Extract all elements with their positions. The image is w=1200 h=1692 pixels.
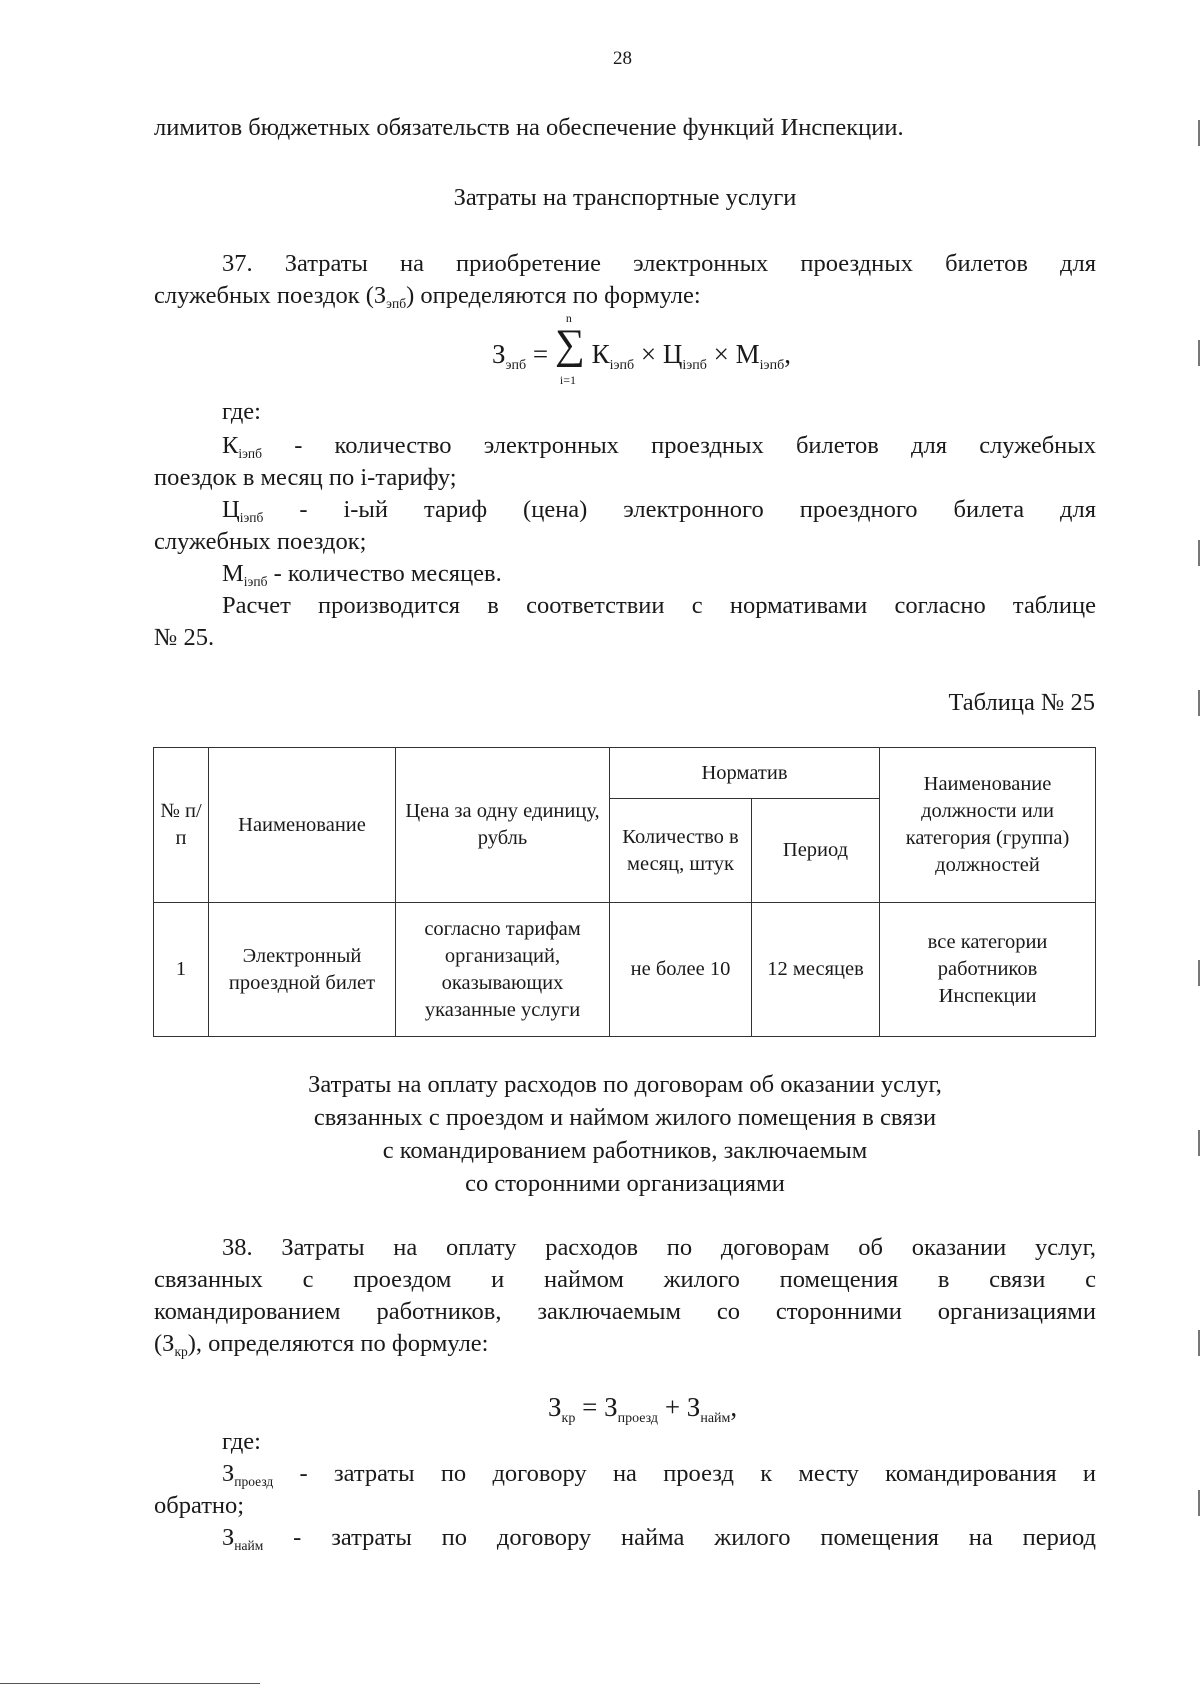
cell-name: Электронный проездной билет xyxy=(209,903,396,1037)
p38-line3: командированием работников, заключаемым со сторонними организациями xyxy=(154,1298,1096,1325)
p38-line4: $(З_{кр})$, определяются по формуле: xyxy=(154,1330,489,1359)
formula-epb: $З_{эпб}$ = n ∑ i=1 $К_{iэпб} \times Ц_{iэпб} \times М_{iэпб}$, xyxy=(492,311,791,387)
heading-travel-line2: связанных с проездом и наймом жилого помещения в связи xyxy=(313,1104,937,1131)
header-period: Период xyxy=(752,799,880,903)
header-price: Цена за одну единицу, рубль xyxy=(396,748,610,903)
def-c-line2: служебных поездок; xyxy=(154,528,367,555)
header-position: Наименование должности или категория (группа) должностей xyxy=(880,748,1096,903)
formula-kr: $З_{кр} = З_{проезд} + З_{найм}$, xyxy=(548,1392,738,1426)
header-num: № п/п xyxy=(154,748,209,903)
cell-qty: не более 10 xyxy=(610,903,752,1037)
where-label-2: где: xyxy=(222,1428,261,1455)
sum-symbol: ∑ xyxy=(554,322,585,368)
where-label-1: где: xyxy=(222,398,261,425)
header-name: Наименование xyxy=(209,748,396,903)
p38-line2: связанных с проездом и наймом жилого помещения в связи с xyxy=(154,1266,1096,1293)
def-proezd-line1: $З_{проезд}$ - затраты по договору на проезд к месту командирования и xyxy=(222,1460,1096,1489)
sum-lower-limit: i=1 xyxy=(559,373,576,387)
heading-transport: Затраты на транспортные услуги xyxy=(453,184,797,211)
norms-table-25 xyxy=(153,747,1096,1037)
calc-note-line1: Расчет производится в соответствии с нормативами согласно таблице xyxy=(222,592,1096,619)
def-m-line: $М_{iэпб}$ - количество месяцев. xyxy=(222,560,502,589)
cell-period: 12 месяцев xyxy=(752,903,880,1037)
header-norm: Норматив xyxy=(610,748,880,799)
table-row xyxy=(154,903,1096,1037)
def-proezd-line2: обратно; xyxy=(154,1492,245,1519)
def-naim-line1: $З_{найм}$ - затраты по договору найма жилого помещения на период xyxy=(222,1524,1096,1553)
cell-num: 1 xyxy=(154,903,209,1037)
p37-line2: служебных поездок $(З_{эпб})$ определяются по формуле: xyxy=(154,282,701,311)
p38-line1: 38. Затраты на оплату расходов по договорам об оказании услуг, xyxy=(222,1234,1096,1261)
p37-line1: 37. Затраты на приобретение электронных проездных билетов для xyxy=(222,250,1096,277)
sum-upper-limit: n xyxy=(565,311,572,325)
heading-travel-line4: со сторонними организациями xyxy=(465,1170,785,1197)
cell-position: все категории работников Инспекции xyxy=(880,903,1096,1037)
heading-travel-line3: с командированием работников, заключаемым xyxy=(382,1137,868,1164)
heading-travel-line1: Затраты на оплату расходов по договорам об оказании услуг, xyxy=(308,1071,942,1098)
header-qty: Количество в месяц, штук xyxy=(610,799,752,903)
def-k-line1: $К_{iэпб}$ - количество электронных проездных билетов для служебных xyxy=(222,432,1096,461)
def-k-line2: поездок в месяц по i-тарифу; xyxy=(154,464,457,491)
scan-bottom-line xyxy=(0,1683,260,1684)
def-c-line1: $Ц_{iэпб} - i-ый$ тариф (цена) электронного проездного билета для xyxy=(222,496,1096,525)
table-label: Таблица № 25 xyxy=(948,689,1095,716)
page-number: 28 xyxy=(613,48,632,69)
intro-line: лимитов бюджетных обязательств на обеспечение функций Инспекции. xyxy=(154,114,904,141)
calc-note-line2: № 25. xyxy=(154,624,215,651)
cell-price: согласно тарифам организаций, оказывающих указанные услуги xyxy=(396,903,610,1037)
